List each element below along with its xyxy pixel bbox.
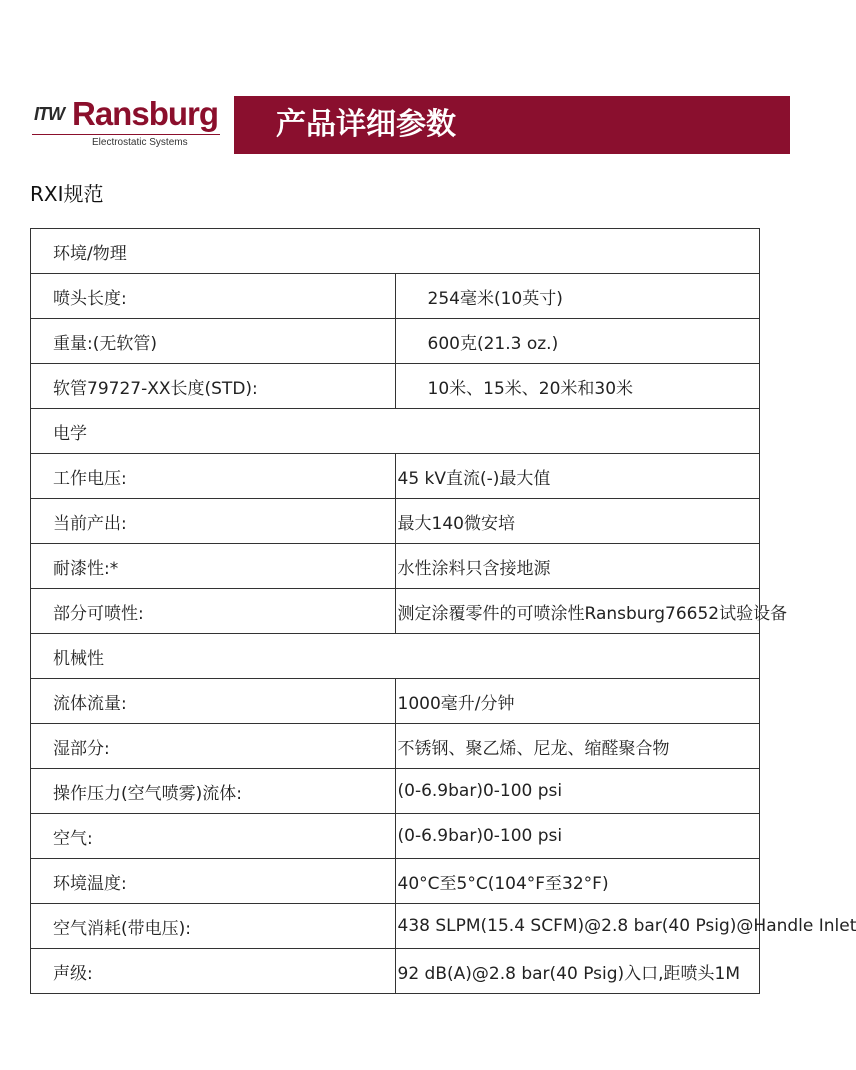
spec-value: 最大140微安培 — [395, 499, 760, 544]
table-row — [31, 679, 760, 724]
table-row — [31, 319, 760, 364]
table-row — [31, 814, 760, 859]
spec-value: 不锈钢、聚乙烯、尼龙、缩醛聚合物 — [395, 724, 760, 769]
spec-value: 10米、15米、20米和30米 — [395, 364, 760, 409]
spec-value: 45 kV直流(-)最大值 — [395, 454, 760, 499]
table-row — [31, 274, 760, 319]
table-row — [31, 904, 760, 949]
group-header-row — [31, 229, 760, 274]
table-row — [31, 499, 760, 544]
logo-tagline: Electrostatic Systems — [92, 137, 188, 148]
page-title: 产品详细参数 — [276, 107, 456, 142]
spec-label: 当前产出: — [31, 499, 396, 544]
spec-value: 1000毫升/分钟 — [395, 679, 760, 724]
table-row — [31, 589, 760, 634]
group-header-environment: 环境/物理 — [31, 229, 760, 274]
spec-label: 操作压力(空气喷雾)流体: — [31, 769, 396, 814]
title-banner — [234, 96, 790, 154]
table-row — [31, 544, 760, 589]
spec-value: (0-6.9bar)0-100 psi — [395, 814, 760, 859]
itw-ransburg-logo — [32, 95, 224, 154]
table-row — [31, 949, 760, 994]
spec-label: 流体流量: — [31, 679, 396, 724]
spec-label: 环境温度: — [31, 859, 396, 904]
table-row — [31, 364, 760, 409]
spec-label: 软管79727-XX长度(STD): — [31, 364, 396, 409]
spec-label: 耐漆性:* — [31, 544, 396, 589]
spec-label: 湿部分: — [31, 724, 396, 769]
spec-label: 空气消耗(带电压): — [31, 904, 396, 949]
spec-label: 重量:(无软管) — [31, 319, 396, 364]
table-row — [31, 769, 760, 814]
spec-value: 水性涂料只含接地源 — [395, 544, 760, 589]
spec-label: 声级: — [31, 949, 396, 994]
table-row — [31, 859, 760, 904]
spec-table — [30, 228, 856, 994]
spec-value: 438 SLPM(15.4 SCFM)@2.8 bar(40 Psig)@Handle Inlet — [395, 904, 760, 949]
group-header-row — [31, 634, 760, 679]
spec-value: 254毫米(10英寸) — [395, 274, 760, 319]
spec-label: 喷头长度: — [31, 274, 396, 319]
group-header-electrical: 电学 — [31, 409, 760, 454]
spec-value: 92 dB(A)@2.8 bar(40 Psig)入口,距喷头1M — [395, 949, 760, 994]
logo-divider — [32, 134, 220, 135]
spec-value: 600克(21.3 oz.) — [395, 319, 760, 364]
table-row — [31, 454, 760, 499]
group-header-row — [31, 409, 760, 454]
spec-value: (0-6.9bar)0-100 psi — [395, 769, 760, 814]
spec-value: 40°C至5°C(104°F至32°F) — [395, 859, 760, 904]
spec-label: 部分可喷性: — [31, 589, 396, 634]
logo-ransburg-wordmark: Ransburg — [72, 95, 219, 132]
spec-value: 测定涂覆零件的可喷涂性Ransburg76652试验设备 — [395, 589, 760, 634]
group-header-mechanical: 机械性 — [31, 634, 760, 679]
spec-label: 空气: — [31, 814, 396, 859]
logo-itw-mark: ITW — [34, 104, 64, 124]
table-row — [31, 724, 760, 769]
spec-label: 工作电压: — [31, 454, 396, 499]
section-title: RXI规范 — [30, 182, 104, 206]
